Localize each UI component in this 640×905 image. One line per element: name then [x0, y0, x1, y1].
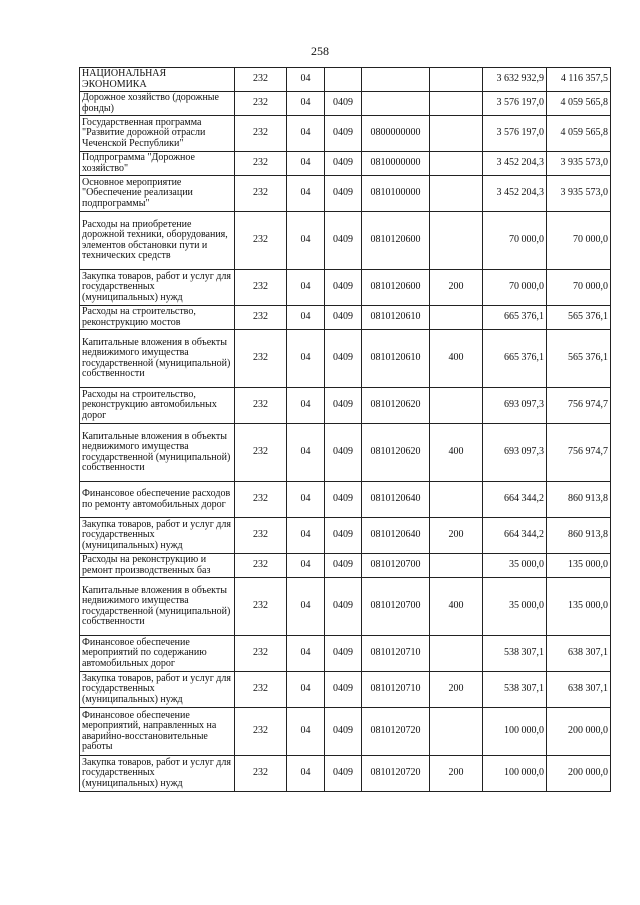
row-expense-type-cell — [430, 482, 483, 518]
row-amount-year1-cell: 693 097,3 — [483, 388, 547, 424]
row-amount-year2-cell: 135 000,0 — [547, 578, 611, 636]
row-section-code-cell: 04 — [287, 152, 325, 176]
row-target-article-cell: 0810120640 — [362, 482, 430, 518]
row-target-article-cell: 0810120600 — [362, 212, 430, 270]
row-section-code-cell: 04 — [287, 116, 325, 152]
row-amount-year2-cell: 4 059 565,8 — [547, 92, 611, 116]
row-target-article-cell — [362, 68, 430, 92]
row-ved-code-cell: 232 — [235, 756, 287, 792]
row-amount-year2-cell: 135 000,0 — [547, 554, 611, 578]
row-amount-year1-cell: 3 576 197,0 — [483, 116, 547, 152]
table-row — [80, 388, 611, 424]
row-amount-year1-cell: 538 307,1 — [483, 636, 547, 672]
row-expense-type-cell: 400 — [430, 330, 483, 388]
row-target-article-cell: 0810120610 — [362, 330, 430, 388]
table-row — [80, 92, 611, 116]
row-ved-code-cell: 232 — [235, 212, 287, 270]
row-expense-type-cell — [430, 306, 483, 330]
row-expense-type-cell: 200 — [430, 672, 483, 708]
row-name-cell: Закупка товаров, работ и услуг для государственных (муниципальных) нужд — [80, 270, 235, 306]
row-ved-code-cell: 232 — [235, 424, 287, 482]
row-expense-type-cell: 200 — [430, 518, 483, 554]
row-amount-year1-cell: 3 452 204,3 — [483, 176, 547, 212]
row-expense-type-cell — [430, 388, 483, 424]
row-section-code-cell: 04 — [287, 756, 325, 792]
row-name-cell: НАЦИОНАЛЬНАЯ ЭКОНОМИКА — [80, 68, 235, 92]
row-amount-year1-cell: 664 344,2 — [483, 518, 547, 554]
row-subsection-code-cell: 0409 — [325, 270, 362, 306]
row-name-cell: Финансовое обеспечение расходов по ремонту автомобильных дорог — [80, 482, 235, 518]
row-name-cell: Государственная программа "Развитие дорожной отрасли Чеченской Республики" — [80, 116, 235, 152]
row-name-cell: Финансовое обеспечение мероприятий, направленных на аварийно-восстановительные работы — [80, 708, 235, 756]
row-section-code-cell: 04 — [287, 92, 325, 116]
row-section-code-cell: 04 — [287, 636, 325, 672]
row-target-article-cell: 0810120720 — [362, 756, 430, 792]
table-row — [80, 708, 611, 756]
table-row — [80, 636, 611, 672]
row-amount-year2-cell: 70 000,0 — [547, 212, 611, 270]
row-subsection-code-cell: 0409 — [325, 116, 362, 152]
row-amount-year2-cell: 70 000,0 — [547, 270, 611, 306]
row-name-cell: Капитальные вложения в объекты недвижимого имущества государственной (муниципальной) собственности — [80, 578, 235, 636]
row-ved-code-cell: 232 — [235, 330, 287, 388]
row-ved-code-cell: 232 — [235, 270, 287, 306]
row-amount-year1-cell: 100 000,0 — [483, 708, 547, 756]
row-amount-year1-cell: 3 452 204,3 — [483, 152, 547, 176]
row-amount-year2-cell: 860 913,8 — [547, 482, 611, 518]
row-expense-type-cell: 200 — [430, 756, 483, 792]
row-amount-year1-cell: 100 000,0 — [483, 756, 547, 792]
table-row — [80, 330, 611, 388]
row-expense-type-cell — [430, 212, 483, 270]
row-target-article-cell: 0810120700 — [362, 578, 430, 636]
row-expense-type-cell — [430, 92, 483, 116]
table-row — [80, 176, 611, 212]
row-subsection-code-cell: 0409 — [325, 708, 362, 756]
row-subsection-code-cell: 0409 — [325, 482, 362, 518]
row-target-article-cell — [362, 92, 430, 116]
row-amount-year1-cell: 70 000,0 — [483, 212, 547, 270]
row-amount-year2-cell: 4 059 565,8 — [547, 116, 611, 152]
row-amount-year2-cell: 565 376,1 — [547, 330, 611, 388]
row-target-article-cell: 0810120720 — [362, 708, 430, 756]
row-target-article-cell: 0810120640 — [362, 518, 430, 554]
row-name-cell: Подпрограмма "Дорожное хозяйство" — [80, 152, 235, 176]
row-amount-year2-cell: 565 376,1 — [547, 306, 611, 330]
table-row — [80, 212, 611, 270]
row-expense-type-cell — [430, 636, 483, 672]
table-row — [80, 756, 611, 792]
row-ved-code-cell: 232 — [235, 92, 287, 116]
row-name-cell: Закупка товаров, работ и услуг для государственных (муниципальных) нужд — [80, 756, 235, 792]
row-amount-year2-cell: 200 000,0 — [547, 708, 611, 756]
row-amount-year2-cell: 4 116 357,5 — [547, 68, 611, 92]
row-expense-type-cell — [430, 116, 483, 152]
row-section-code-cell: 04 — [287, 306, 325, 330]
row-subsection-code-cell: 0409 — [325, 306, 362, 330]
row-target-article-cell: 0810120700 — [362, 554, 430, 578]
row-target-article-cell: 0810120710 — [362, 672, 430, 708]
row-target-article-cell: 0810120620 — [362, 424, 430, 482]
page-number: 258 — [311, 44, 329, 58]
row-name-cell: Расходы на реконструкцию и ремонт производственных баз — [80, 554, 235, 578]
row-subsection-code-cell: 0409 — [325, 330, 362, 388]
row-amount-year1-cell: 70 000,0 — [483, 270, 547, 306]
row-target-article-cell: 0810120600 — [362, 270, 430, 306]
row-ved-code-cell: 232 — [235, 708, 287, 756]
row-target-article-cell: 0810120610 — [362, 306, 430, 330]
row-section-code-cell: 04 — [287, 708, 325, 756]
table-row — [80, 306, 611, 330]
row-section-code-cell: 04 — [287, 330, 325, 388]
row-section-code-cell: 04 — [287, 68, 325, 92]
table-row — [80, 152, 611, 176]
row-amount-year2-cell: 860 913,8 — [547, 518, 611, 554]
row-target-article-cell: 0800000000 — [362, 116, 430, 152]
row-amount-year1-cell: 665 376,1 — [483, 306, 547, 330]
row-amount-year1-cell: 35 000,0 — [483, 578, 547, 636]
row-ved-code-cell: 232 — [235, 482, 287, 518]
row-expense-type-cell — [430, 176, 483, 212]
row-section-code-cell: 04 — [287, 270, 325, 306]
row-target-article-cell: 0810120620 — [362, 388, 430, 424]
row-target-article-cell: 0810120710 — [362, 636, 430, 672]
table-row — [80, 68, 611, 92]
row-expense-type-cell: 200 — [430, 270, 483, 306]
row-amount-year2-cell: 756 974,7 — [547, 388, 611, 424]
row-target-article-cell: 0810000000 — [362, 152, 430, 176]
row-ved-code-cell: 232 — [235, 306, 287, 330]
row-amount-year1-cell: 538 307,1 — [483, 672, 547, 708]
row-expense-type-cell: 400 — [430, 424, 483, 482]
row-subsection-code-cell: 0409 — [325, 578, 362, 636]
row-subsection-code-cell — [325, 68, 362, 92]
row-expense-type-cell — [430, 708, 483, 756]
table-row — [80, 518, 611, 554]
row-subsection-code-cell: 0409 — [325, 636, 362, 672]
row-subsection-code-cell: 0409 — [325, 388, 362, 424]
budget-table — [79, 67, 611, 792]
row-expense-type-cell — [430, 152, 483, 176]
row-section-code-cell: 04 — [287, 518, 325, 554]
row-section-code-cell: 04 — [287, 424, 325, 482]
row-ved-code-cell: 232 — [235, 388, 287, 424]
row-section-code-cell: 04 — [287, 388, 325, 424]
row-section-code-cell: 04 — [287, 482, 325, 518]
row-name-cell: Расходы на приобретение дорожной техники, оборудования, элементов обстановки пути и технических средств — [80, 212, 235, 270]
row-subsection-code-cell: 0409 — [325, 424, 362, 482]
row-expense-type-cell: 400 — [430, 578, 483, 636]
row-section-code-cell: 04 — [287, 578, 325, 636]
row-expense-type-cell — [430, 554, 483, 578]
row-subsection-code-cell: 0409 — [325, 176, 362, 212]
row-ved-code-cell: 232 — [235, 518, 287, 554]
row-name-cell: Капитальные вложения в объекты недвижимого имущества государственной (муниципальной) собственности — [80, 424, 235, 482]
row-subsection-code-cell: 0409 — [325, 212, 362, 270]
table-row — [80, 482, 611, 518]
row-ved-code-cell: 232 — [235, 152, 287, 176]
row-ved-code-cell: 232 — [235, 554, 287, 578]
row-amount-year1-cell: 3 576 197,0 — [483, 92, 547, 116]
row-amount-year2-cell: 638 307,1 — [547, 636, 611, 672]
row-amount-year2-cell: 756 974,7 — [547, 424, 611, 482]
row-subsection-code-cell: 0409 — [325, 92, 362, 116]
table-row — [80, 424, 611, 482]
row-subsection-code-cell: 0409 — [325, 756, 362, 792]
row-ved-code-cell: 232 — [235, 672, 287, 708]
table-row — [80, 672, 611, 708]
budget-table-body — [80, 68, 611, 792]
row-amount-year1-cell: 35 000,0 — [483, 554, 547, 578]
row-name-cell: Основное мероприятие "Обеспечение реализации подпрограммы" — [80, 176, 235, 212]
row-amount-year2-cell: 638 307,1 — [547, 672, 611, 708]
row-amount-year2-cell: 3 935 573,0 — [547, 176, 611, 212]
row-ved-code-cell: 232 — [235, 636, 287, 672]
row-subsection-code-cell: 0409 — [325, 152, 362, 176]
table-row — [80, 554, 611, 578]
row-section-code-cell: 04 — [287, 672, 325, 708]
row-section-code-cell: 04 — [287, 554, 325, 578]
table-row — [80, 578, 611, 636]
row-expense-type-cell — [430, 68, 483, 92]
row-name-cell: Дорожное хозяйство (дорожные фонды) — [80, 92, 235, 116]
row-amount-year1-cell: 665 376,1 — [483, 330, 547, 388]
row-subsection-code-cell: 0409 — [325, 554, 362, 578]
row-section-code-cell: 04 — [287, 212, 325, 270]
table-row — [80, 116, 611, 152]
row-amount-year1-cell: 3 632 932,9 — [483, 68, 547, 92]
row-amount-year1-cell: 664 344,2 — [483, 482, 547, 518]
row-ved-code-cell: 232 — [235, 68, 287, 92]
row-name-cell: Расходы на строительство, реконструкцию мостов — [80, 306, 235, 330]
row-name-cell: Закупка товаров, работ и услуг для государственных (муниципальных) нужд — [80, 518, 235, 554]
row-subsection-code-cell: 0409 — [325, 672, 362, 708]
row-ved-code-cell: 232 — [235, 578, 287, 636]
row-ved-code-cell: 232 — [235, 176, 287, 212]
row-amount-year2-cell: 3 935 573,0 — [547, 152, 611, 176]
row-target-article-cell: 0810100000 — [362, 176, 430, 212]
row-name-cell: Расходы на строительство, реконструкцию автомобильных дорог — [80, 388, 235, 424]
row-amount-year1-cell: 693 097,3 — [483, 424, 547, 482]
row-name-cell: Финансовое обеспечение мероприятий по содержанию автомобильных дорог — [80, 636, 235, 672]
row-ved-code-cell: 232 — [235, 116, 287, 152]
row-name-cell: Закупка товаров, работ и услуг для государственных (муниципальных) нужд — [80, 672, 235, 708]
table-row — [80, 270, 611, 306]
row-amount-year2-cell: 200 000,0 — [547, 756, 611, 792]
row-subsection-code-cell: 0409 — [325, 518, 362, 554]
row-section-code-cell: 04 — [287, 176, 325, 212]
row-name-cell: Капитальные вложения в объекты недвижимого имущества государственной (муниципальной) собственности — [80, 330, 235, 388]
